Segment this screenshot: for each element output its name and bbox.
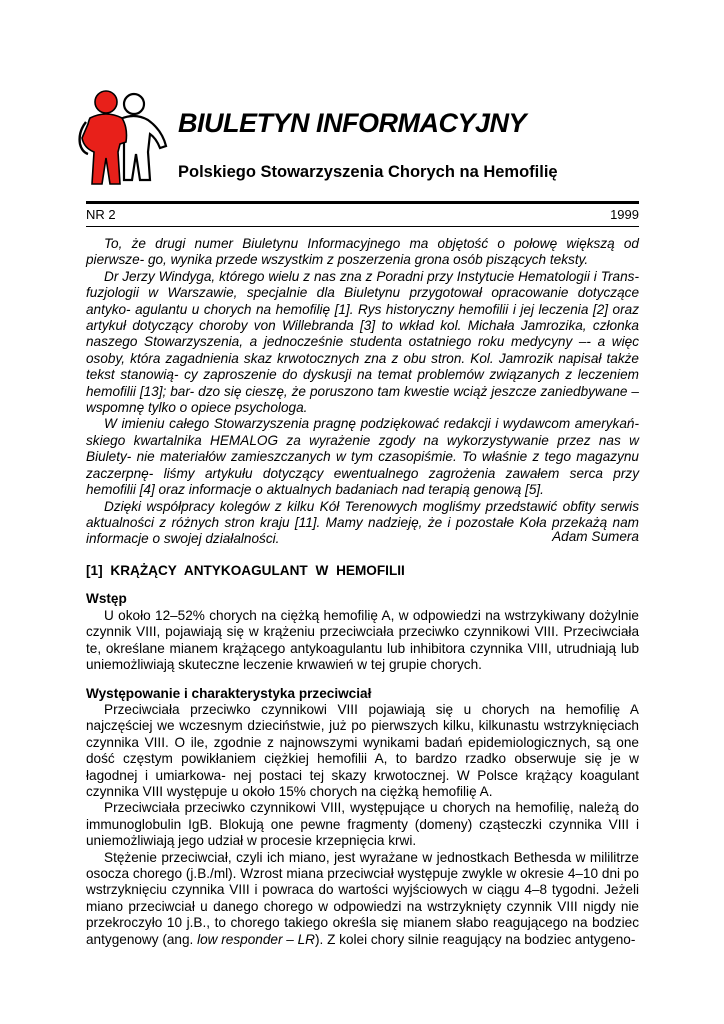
header-rule-top [86, 201, 639, 204]
section-paragraph: U około 12–52% chorych na ciężką hemofilię A, w odpowiedzi na wstrzykiwany dożylnie czynnik VIII, pojawiają się w krążeniu przeciwciała przeciwko czynnikowi VIII. Przeciwciała te, określane mianem krążącego antykoagulantu lub inhibitora czynnika VIII, utrudniają lub uniemożliwiają skuteczne leczenie krwawień w tej grupie chorych. [86, 608, 639, 673]
editorial-paragraph: Dzięki współpracy kolegów z kilku Kół Terenowych mogliśmy przedstawić obfity serwis aktualności z różnych stron kraju [11]. Mamy nadzieję, że i pozostałe Koła przekażą nam informacje o swojej działalności. [86, 498, 639, 547]
section-paragraph [86, 850, 639, 948]
editorial [86, 236, 639, 548]
section-heading: Wstęp [86, 591, 127, 606]
paragraph-text: ). Z kolei chory silnie reagujący na bodziec antygeno- [314, 931, 636, 947]
editorial-paragraph: W imieniu całego Stowarzyszenia pragnę podziękować redakcji i wydawcom amerykań- skiego kwartalnika HEMALOG za wyrażenie zgody na wykorzystywanie przez nas w Biulety- nie materiałów zamieszczanych w tym czasopiśmie. To właśnie z tego magazynu zaczerpnę- liśmy artykułu dotyczący ewentualnego zagrożenia zawałem serca przy hemofilii [4] oraz informacje o aktualnych badaniach nad terapią genową [5]. [86, 416, 639, 498]
issue-number: NR 2 [86, 207, 116, 222]
bulletin-title: BIULETYN INFORMACYJNY [178, 108, 527, 138]
section-paragraph: Przeciwciała przeciwko czynnikowi VIII, występujące u chorych na hemofilię, należą do immunoglobulin IgB. Blokują one pewne fragmenty (domeny) cząsteczki czynnika VIII i uniemożliwiają jego udział w procesie krzepnięcia krwi. [86, 800, 639, 849]
paragraph-text: Stężenie przeciwciał, czyli ich miano, jest wyrażane w jednostkach Bethesda w mililitrze osocza chorego (j.B./ml). Wzrost miana przeciwciał występuje zwykle w okresie 4–10 dni po wstrzyknięciu czynnika VIII i powraca do wartości wyjściowych w ciągu 4–8 tygodni. Jeżeli miano przeciwciał u danego chorego w odpowiedzi na wstrzyknięty czynnik VIII nigdy nie przekroczyło 10 j.B., to chorego takiego określa się mianem słabo reagującego na bodziec antygenowy (ang. [86, 849, 639, 947]
editorial-signature: Adam Sumera [552, 529, 639, 544]
editorial-paragraph: To, że drugi numer Biuletynu Informacyjnego ma objętość o połowę większą od pierwsze- go, wynika przede wszystkim z poszerzenia grona osób piszących teksty. [86, 236, 639, 268]
editorial-paragraph: Dr Jerzy Windyga, którego wielu z nas zna z Poradni przy Instytucie Hematologii i Trans- fuzjologii w Warszawie, specjalnie dla Biuletynu przygotował opracowanie dotyczące antyko- agulantu u chorych na hemofilię [1]. Rys historyczny hemofilii i jej leczenia [2] oraz artykuł dotyczący choroby von Willebranda [3] to wkład kol. Michała Jamrozika, członka naszego Stowarzyszenia, a jednocześnie studenta ostatniego roku medycyny –- a więc osoby, która zagadnienia skaz krwotocznych zna z obu stron. Kol. Jamrozik napisał także tekst stanowią- cy zaproszenie do dyskusji na temat problemów związanych z leczeniem hemofilii [13]; bar- dzo się cieszę, że poruszono tam kwestie wciąż jeszcze zaniedbywane – wspomnę tylko o opiece psychologa. [86, 268, 639, 416]
term-italic: low responder – LR [197, 931, 315, 947]
article-heading: [1] KRĄŻĄCY ANTYKOAGULANT W HEMOFILII [86, 563, 405, 578]
association-logo [78, 88, 170, 188]
section-body [86, 608, 639, 674]
header-rule-bottom [86, 226, 639, 227]
issue-year: 1999 [610, 207, 639, 222]
section-heading: Występowanie i charakterystyka przeciwciał [86, 686, 372, 701]
bulletin-subtitle: Polskiego Stowarzyszenia Chorych na Hemofilię [178, 163, 558, 181]
section-body [86, 702, 639, 948]
section-paragraph: Przeciwciała przeciwko czynnikowi VIII pojawiają się u chorych na hemofilię A najczęściej we wczesnym dzieciństwie, już po pierwszych kilku, kilkunastu wstrzyknięciach czynnika VIII. O ile, zgodnie z najnowszymi wynikami badań epidemiologicznych, są one dość częstym powikłaniem ciężkiej hemofilii A, to bardzo rzadko obserwuje się je w łagodnej i umiarkowa- nej postaci tej skazy krwotocznej. W Polsce krążący koagulant czynnika VIII występuje u około 15% chorych na ciężką hemofilię A. [86, 702, 639, 800]
red-figure-icon [82, 91, 127, 184]
issue-row [86, 207, 639, 223]
